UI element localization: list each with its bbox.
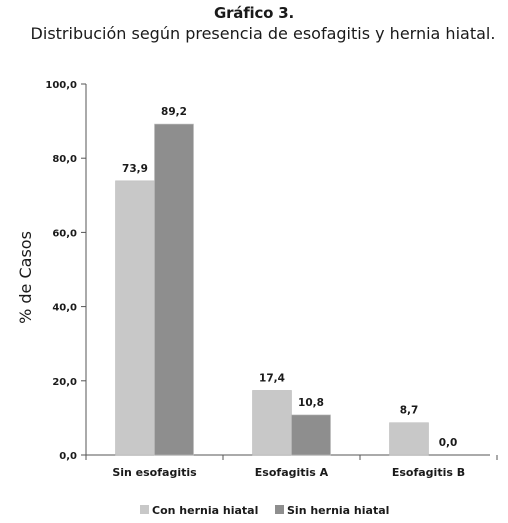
data-label: 73,9 bbox=[122, 162, 148, 175]
legend bbox=[140, 504, 389, 517]
data-label: 0,0 bbox=[438, 437, 458, 449]
data-label: 17,4 bbox=[259, 372, 285, 385]
y-tick-label: 0,0 bbox=[59, 451, 77, 462]
legend-label: Con hernia hiatal bbox=[152, 504, 259, 517]
x-tick-label: Esofagitis A bbox=[254, 466, 329, 479]
data-label: 89,2 bbox=[161, 106, 187, 119]
data-label: 10,8 bbox=[298, 396, 324, 409]
bars bbox=[116, 124, 429, 455]
bar bbox=[253, 390, 292, 455]
bar bbox=[155, 124, 194, 455]
legend-swatch bbox=[275, 505, 284, 514]
x-tick-label: Sin esofagitis bbox=[112, 466, 197, 479]
legend-swatch bbox=[140, 505, 149, 514]
y-tick-label: 20,0 bbox=[52, 376, 77, 388]
y-tick-label: 80,0 bbox=[52, 154, 77, 166]
figure-title: Gráfico 3. bbox=[213, 4, 295, 22]
bar bbox=[116, 181, 155, 455]
y-tick-label: 100,0 bbox=[45, 80, 77, 91]
data-label: 8,7 bbox=[399, 404, 419, 417]
figure-subtitle: Distribución según presencia de esofagitis y hernia hiatal. bbox=[30, 24, 496, 43]
legend-label: Sin hernia hiatal bbox=[287, 504, 390, 517]
bar bbox=[292, 415, 331, 455]
y-tick-label: 60,0 bbox=[52, 228, 77, 240]
bar bbox=[390, 423, 429, 455]
y-axis-title: % de Casos bbox=[16, 231, 35, 324]
y-tick-label: 40,0 bbox=[52, 302, 77, 314]
x-tick-label: Esofagitis B bbox=[391, 466, 466, 479]
